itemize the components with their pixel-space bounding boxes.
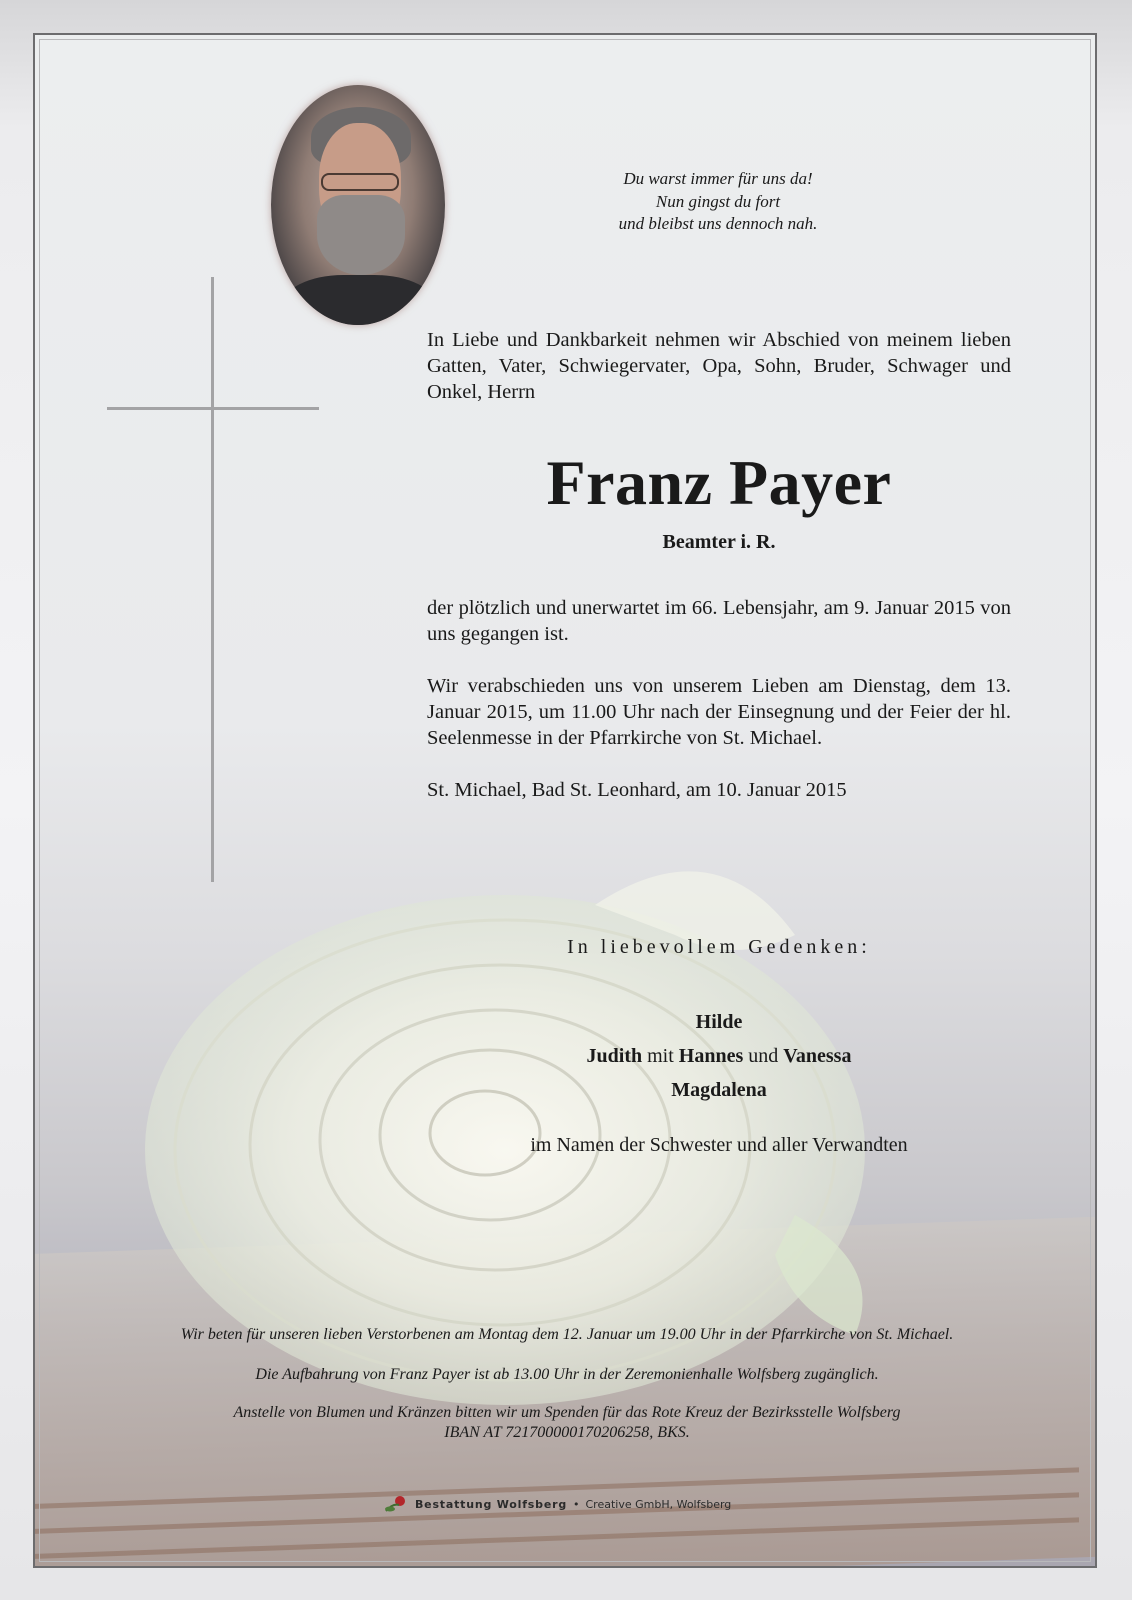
mourner-name: Judith <box>586 1045 643 1067</box>
poem: Du warst immer für uns da! Nun gingst du fort und bleibst uns dennoch nah. <box>618 169 818 233</box>
photo-beard <box>317 195 405 275</box>
mourner-connector: mit <box>642 1045 679 1067</box>
viewing-note: Die Aufbahrung von Franz Payer ist ab 13.00 Uhr in der Zeremonienhalle Wolfsberg zugänglich. <box>255 1366 879 1383</box>
prayer-note: Wir beten für unseren lieben Verstorbenen am Montag dem 12. Januar um 19.00 Uhr in der Pfarrkirche von St. Michael. <box>180 1326 954 1343</box>
photo-glasses <box>321 173 399 191</box>
memory-heading: In liebevollem Gedenken: <box>567 936 871 958</box>
place-date: St. Michael, Bad St. Leonhard, am 10. Januar 2015 <box>427 779 847 801</box>
mourner-name: Vanessa <box>783 1045 852 1067</box>
cross-icon <box>211 277 214 882</box>
deceased-name: Franz Payer <box>546 447 892 518</box>
mourners <box>427 1005 1011 1107</box>
footer-company: Creative GmbH, Wolfsberg <box>585 1497 732 1511</box>
deceased-title: Beamter i. R. <box>662 531 776 553</box>
intro-text: In Liebe und Dankbarkeit nehmen wir Abschied von meinem lieben Gatten, Vater, Schwiegervater, Opa, Sohn, Bruder, Schwager und Onkel, Herrn <box>427 329 1011 403</box>
footer-bullet: • <box>573 1497 580 1511</box>
iban-note: IBAN AT 72170000017020625​8, BKS. <box>444 1424 690 1441</box>
service-text: Wir verabschieden uns von unserem Lieben am Dienstag, dem 13. Januar 2015, um 11.00 Uhr nach der Einsegnung und der Feier der hl. Seelenmesse in der Pfarrkirche von St. Michael. <box>427 675 1011 749</box>
cross-icon-bar <box>107 407 319 410</box>
photo-suit <box>281 275 437 325</box>
donation-note: Anstelle von Blumen und Kränzen bitten wir um Spenden für das Rote Kreuz der Bezirksstelle Wolfsberg <box>233 1404 901 1421</box>
mourner-name: Hannes <box>678 1045 744 1067</box>
footer <box>383 1489 783 1519</box>
mourner-connector: und <box>743 1045 784 1067</box>
death-text: der plötzlich und unerwartet im 66. Lebensjahr, am 9. Januar 2015 von uns gegangen ist. <box>427 597 1011 645</box>
footer-brand: Bestattung Wolfsberg <box>415 1497 567 1511</box>
rose-logo-icon <box>383 1493 409 1515</box>
mourner-name: Magdalena <box>671 1079 767 1101</box>
portrait-photo <box>271 85 445 325</box>
mourner-name: Hilde <box>695 1011 743 1033</box>
obituary-card <box>33 33 1097 1568</box>
relatives-text: im Namen der Schwester und aller Verwandten <box>530 1134 908 1156</box>
